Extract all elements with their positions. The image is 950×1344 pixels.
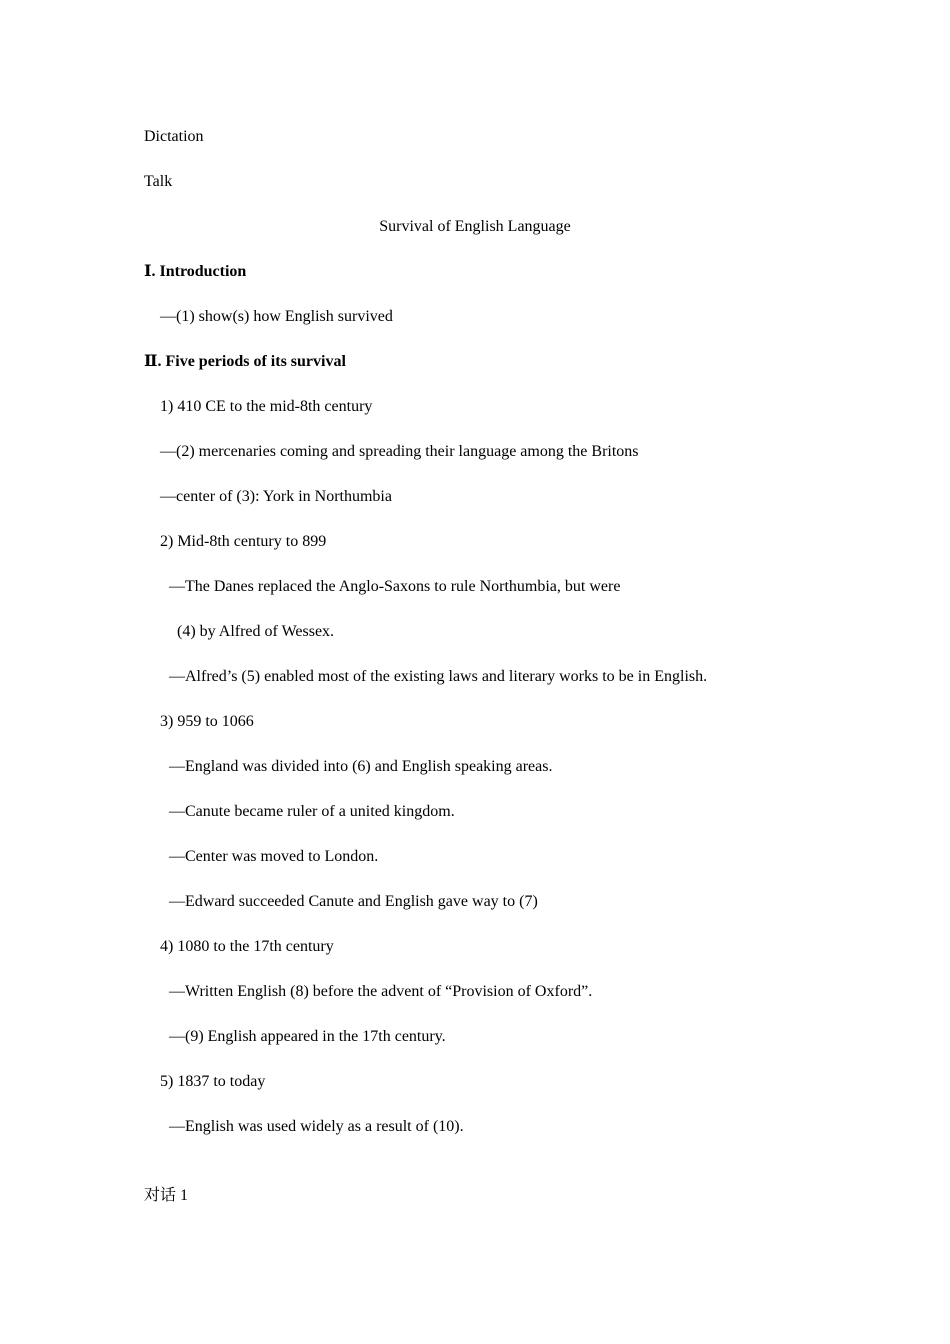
period-label: 4) 1080 to the 17th century: [160, 938, 334, 955]
heading-dictation: Dictation: [144, 128, 204, 145]
period-point: —Center was moved to London.: [169, 848, 379, 865]
period-label: 3) 959 to 1066: [160, 713, 254, 730]
period-point-continuation: (4) by Alfred of Wessex.: [177, 623, 335, 640]
document-title: Survival of English Language: [379, 218, 571, 235]
period-label: 2) Mid-8th century to 899: [160, 533, 327, 550]
period-point: —England was divided into (6) and English speaking areas.: [169, 758, 553, 775]
period-point: —(2) mercenaries coming and spreading their language among the Britons: [160, 443, 639, 460]
period-point: —Alfred’s (5) enabled most of the existing laws and literary works to be in English.: [169, 668, 708, 685]
period-point: —Written English (8) before the advent of “Provision of Oxford”.: [169, 983, 593, 1000]
section-heading-introduction: Ⅰ. Introduction: [144, 263, 247, 280]
dialogue-heading: 对话 1: [144, 1187, 189, 1204]
period-point: —English was used widely as a result of (10).: [169, 1118, 464, 1135]
period-point: —Edward succeeded Canute and English gave way to (7): [169, 893, 538, 910]
period-point: —The Danes replaced the Anglo-Saxons to rule Northumbia, but were: [169, 578, 621, 595]
section-heading-periods: Ⅱ. Five periods of its survival: [144, 353, 346, 370]
period-point: —Canute became ruler of a united kingdom.: [169, 803, 455, 820]
period-point: —(9) English appeared in the 17th century.: [169, 1028, 446, 1045]
period-label: 5) 1837 to today: [160, 1073, 266, 1090]
heading-talk: Talk: [144, 173, 173, 190]
period-point: —center of (3): York in Northumbia: [160, 488, 392, 505]
period-label: 1) 410 CE to the mid-8th century: [160, 398, 373, 415]
intro-item: —(1) show(s) how English survived: [160, 308, 393, 325]
